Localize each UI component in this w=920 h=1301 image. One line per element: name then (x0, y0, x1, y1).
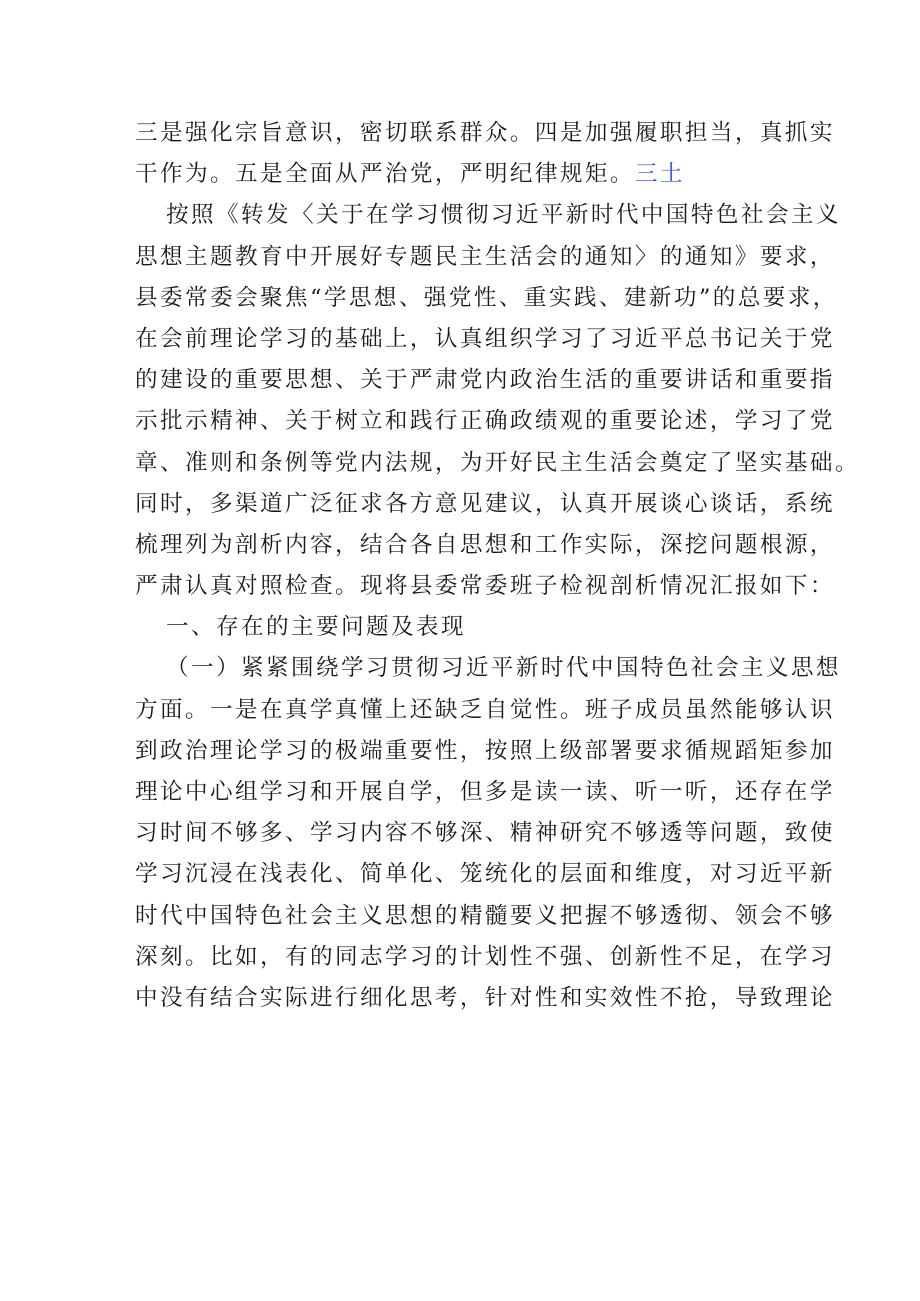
text-line: 时代中国特色社会主义思想的精髓要义把握不够透彻、领会不够 (135, 902, 835, 929)
text-line: 示批示精神、关于树立和践行正确政绩观的重要论述，学习了党 (135, 408, 835, 435)
text-line: 思想主题教育中开展好专题民主生活会的通知〉的通知》要求， (135, 243, 835, 270)
text-line: 县委常委会聚焦“学思想、强党性、重实践、建新功”的总要求， (135, 284, 838, 311)
text-line: 严肃认真对照检查。现将县委常委班子检视剖析情况汇报如下： (135, 573, 835, 600)
text-line: 章、准则和条例等党内法规，为开好民主生活会奠定了坚实基础。 (135, 449, 860, 476)
text-line: 在会前理论学习的基础上，认真组织学习了习近平总书记关于党 (135, 325, 835, 352)
text-line: 梳理列为剖析内容，结合各自思想和工作实际，深挖问题根源， (135, 531, 835, 558)
text-line: 同时，多渠道广泛征求各方意见建议，认真开展谈心谈话，系统 (135, 490, 835, 517)
hyperlink-fragment[interactable]: 三土 (634, 161, 685, 188)
text-line (135, 154, 795, 195)
text-line: 方面。一是在真学真懂上还缺乏自觉性。班子成员虽然能够认识 (135, 696, 835, 723)
text-line: 到政治理论学习的极端重要性，按照上级部署要求循规蹈矩参加 (135, 737, 835, 764)
text-line: 理论中心组学习和开展自学，但多是读一读、听一听，还存在学 (135, 779, 835, 805)
text-line: 按照《转发〈关于在学习惯彻习近平新时代中国特色社会主义 (166, 202, 841, 229)
text-line: 深刻。比如，有的同志学习的计划性不强、创新性不足，在学习 (135, 943, 835, 970)
document-body (135, 113, 860, 1019)
text-line: 三是强化宗旨意识，密切联系群众。四是加强履职担当，真抓实 (135, 120, 835, 146)
text-line: 中没有结合实际进行细化思考，针对性和实效性不抢，导致理论 (135, 984, 835, 1011)
section-heading: 一、存在的主要问题及表现 (166, 614, 466, 641)
text-line: 习时间不够多、学习内容不够深、精神研究不够透等问题，致使 (135, 820, 835, 847)
text-line: 学习沉浸在浅表化、简单化、笼统化的层面和维度，对习近平新 (135, 861, 835, 888)
text-line: 的建设的重要思想、关于严肃党内政治生活的重要讲话和重要指 (135, 367, 835, 394)
subsection-heading: （一）紧紧围绕学习贯彻习近平新时代中国特色社会主义思想 (166, 655, 841, 682)
text-line-content: 干作为。五是全面从严治党，严明纪律规矩。 (135, 161, 635, 188)
